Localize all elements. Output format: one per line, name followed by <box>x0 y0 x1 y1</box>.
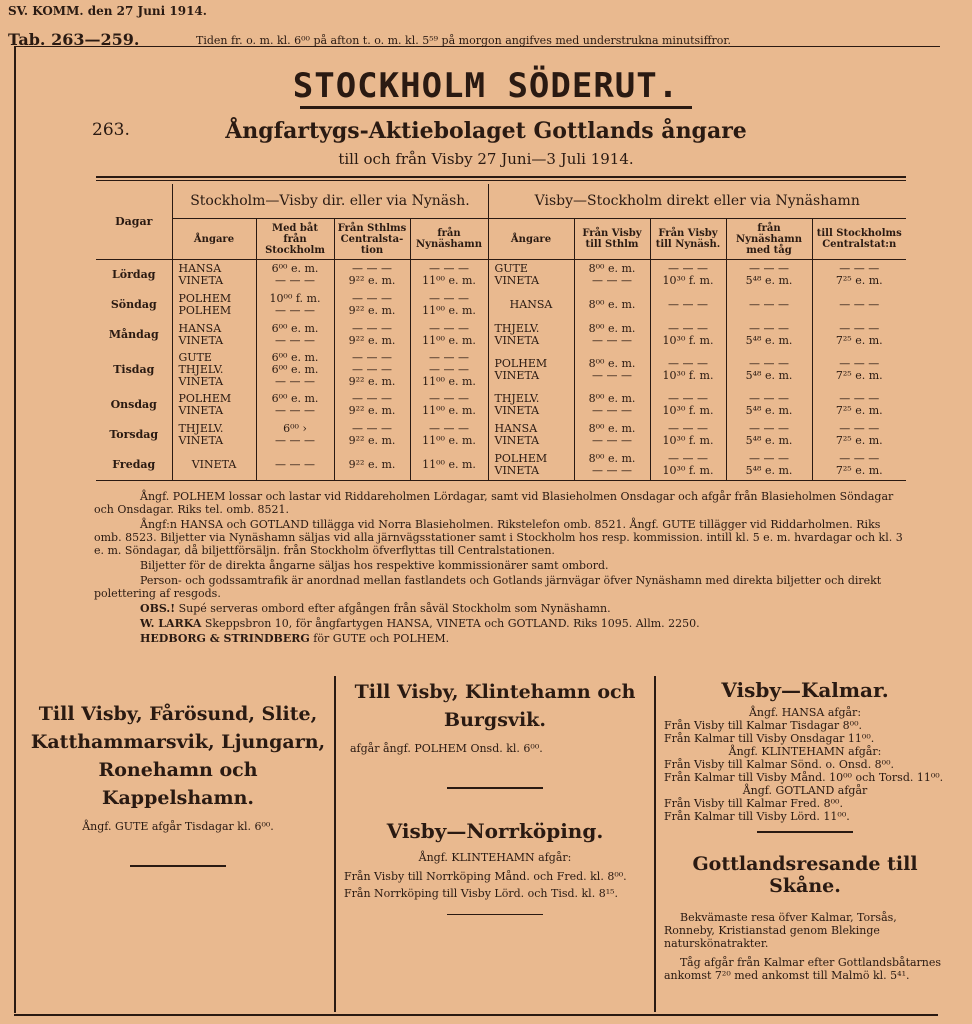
time-cell: — — — <box>650 290 726 320</box>
boat-cell: HANSA <box>488 290 574 320</box>
time-cell: — — — 10³⁰ f. m. <box>650 350 726 390</box>
time-cell: 8⁰⁰ e. m. — — — <box>574 390 650 420</box>
column-divider <box>334 676 336 1012</box>
time-cell: 8⁰⁰ e. m. — — — <box>574 420 650 450</box>
time-cell: — — — 7²⁵ e. m. <box>812 450 906 481</box>
col3-line: Från Visby till Kalmar Fred. 8⁰⁰. <box>664 797 843 810</box>
time-cell: 8⁰⁰ e. m. — — — <box>574 450 650 481</box>
boat-cell: THJELV. VINETA <box>488 320 574 350</box>
col2-line: Från Norrköping till Visby Lörd. och Tisd. kl. 8¹⁵. <box>344 886 619 900</box>
time-cell: — — — <box>726 290 812 320</box>
time-cell: — — — 7²⁵ e. m. <box>835 392 883 417</box>
note-text: Ångf. POLHEM lossar och lastar vid Riddareholmen Lördagar, samt vid Blasieholmen Onsdagar och afgår från Blasieholmen Söndagar och Onsdagar. Riks tel. omb. 8521. <box>94 490 894 516</box>
time-cell: 8⁰⁰ e. m. <box>574 290 650 320</box>
time-cell: — — — 9²² e. m. <box>334 260 410 291</box>
time-cell: — — — 10³⁰ f. m. <box>650 320 726 350</box>
col3-line: Från Kalmar till Visby Lörd. 11⁰⁰. <box>664 810 850 823</box>
time-cell: 6⁰⁰ e. m. 6⁰⁰ e. m. — — — <box>256 350 334 390</box>
table-row <box>96 450 906 481</box>
section-number: 263. <box>92 120 130 140</box>
time-cell: — — — 11⁰⁰ e. m. <box>410 390 488 420</box>
col2-title2: Visby—Norrköping. <box>386 818 604 843</box>
boat-cell: HANSA VINETA <box>172 320 256 350</box>
time-cell: — — — 11⁰⁰ e. m. <box>410 420 488 450</box>
note-label: HEDBORG & STRINDBERG <box>140 632 310 645</box>
time-cell: — — — <box>839 298 880 311</box>
col-header: från Nynäshamn med tåg <box>726 219 812 260</box>
col2-rule <box>447 914 543 916</box>
col-header: Ångare <box>172 219 256 260</box>
note-text: Biljetter för de direkta ångarne säljas hos respektive kommissionärer samt ombord. <box>140 559 609 572</box>
time-cell: — — — 5⁴⁸ e. m. <box>726 350 812 390</box>
time-cell: — — — 5⁴⁸ e. m. <box>726 450 812 481</box>
col3-para: Tåg afgår från Kalmar efter Gottlandsbåtarnes ankomst 7²⁰ med ankomst till Malmö kl. 5⁴¹. <box>664 955 942 982</box>
header-source: SV. KOMM. den 27 Juni 1914. <box>8 4 207 18</box>
table-row <box>96 350 906 390</box>
table-row <box>96 290 906 320</box>
table-top-rule <box>96 176 906 178</box>
time-cell: — — — 11⁰⁰ e. m. <box>410 260 488 291</box>
boat-cell: GUTE VINETA <box>488 260 574 291</box>
boat-cell: POLHEM VINETA <box>488 450 574 481</box>
boat-cell: GUTE THJELV. VINETA <box>172 350 256 390</box>
col-day: Dagar <box>96 184 172 260</box>
time-cell: — — — 11⁰⁰ e. m. <box>410 290 488 320</box>
col3-block <box>664 678 946 982</box>
time-cell: — — — 10³⁰ f. m. <box>650 260 726 291</box>
time-cell: — — — 9²² e. m. <box>334 320 410 350</box>
note-text: för GUTE och POLHEM. <box>313 632 450 645</box>
table-row <box>96 390 906 420</box>
time-cell: — — — 5⁴⁸ e. m. <box>726 260 812 291</box>
time-cell: — — — 5⁴⁸ e. m. <box>726 420 812 450</box>
time-cell: — — — 10³⁰ f. m. <box>650 450 726 481</box>
header-note: Tiden fr. o. m. kl. 6⁰⁰ på afton t. o. m. kl. 5⁵⁹ på morgon angifves med understrukna minutsiffror. <box>196 34 731 47</box>
col3-line: Från Kalmar till Visby Månd. 10⁰⁰ och Torsd. 11⁰⁰. <box>664 771 944 784</box>
boat-cell: HANSA VINETA <box>172 260 256 291</box>
day-cell: Fredag <box>96 450 172 481</box>
col-header: från Nynäshamn <box>410 219 488 260</box>
time-cell: 8⁰⁰ e. m. — — — <box>574 350 650 390</box>
table-row <box>96 260 906 291</box>
time-cell: — — — 9²² e. m. <box>334 420 410 450</box>
col3-title: Visby—Kalmar. <box>721 678 889 702</box>
col3-line: Från Visby till Kalmar Tisdagar 8⁰⁰. <box>664 719 862 732</box>
day-cell: Söndag <box>96 290 172 320</box>
company-title: Ångfartygs-Aktiebolaget Gottlands ångare <box>225 118 747 144</box>
boat-cell: POLHEM VINETA <box>172 390 256 420</box>
time-cell: 6⁰⁰ e. m. — — — <box>256 260 334 291</box>
boat-cell: THJELV. VINETA <box>172 420 256 450</box>
note-text: Skeppsbron 10, för ångfartygen HANSA, VINETA och GOTLAND. Riks 1095. Allm. 2250. <box>204 617 700 630</box>
time-cell: — — — 5⁴⁸ e. m. <box>726 320 812 350</box>
boat-cell: POLHEM VINETA <box>488 350 574 390</box>
time-cell: — — — 9²² e. m. <box>334 390 410 420</box>
day-cell: Lördag <box>96 260 172 291</box>
time-cell: — — — 11⁰⁰ e. m. <box>410 320 488 350</box>
time-cell: — — — 10³⁰ f. m. <box>650 420 726 450</box>
boat-cell: VINETA <box>172 450 256 481</box>
time-cell: — — — 5⁴⁸ e. m. <box>726 390 812 420</box>
col2-block <box>344 678 646 915</box>
time-cell: — — — 7²⁵ e. m. <box>835 262 883 287</box>
title-underline <box>300 106 692 109</box>
col3-sub: Ångf. HANSA afgår: <box>748 706 862 719</box>
col-header: Ångare <box>488 219 574 260</box>
boat-cell: THJELV. VINETA <box>488 390 574 420</box>
col2-line: Från Visby till Norrköping Månd. och Fred. kl. 8⁰⁰. <box>344 869 627 883</box>
col3-sub: Ångf. KLINTEHAMN afgår: <box>728 745 882 758</box>
time-cell: — — — 10³⁰ f. m. <box>650 390 726 420</box>
boat-cell: POLHEM POLHEM <box>172 290 256 320</box>
col-header: Från Visby till Nynäsh. <box>650 219 726 260</box>
col3-sub: Ångf. GOTLAND afgår <box>742 784 868 797</box>
time-cell: — — — 7²⁵ e. m. <box>835 357 883 382</box>
group-right-header: Visby—Stockholm direkt eller via Nynäshamn <box>488 184 906 219</box>
time-cell: — — — 9²² e. m. <box>334 290 410 320</box>
time-cell: — — — — — — 11⁰⁰ e. m. <box>410 350 488 390</box>
time-cell: 8⁰⁰ e. m. — — — <box>574 320 650 350</box>
column-divider <box>654 676 656 1012</box>
col2-rule <box>447 787 543 789</box>
table-row <box>96 420 906 450</box>
time-cell: 10⁰⁰ f. m. — — — <box>256 290 334 320</box>
timetable <box>96 184 906 481</box>
col-header: till Stockholms Centralstat:n <box>812 219 906 260</box>
col3-title2: Gottlandsresande till Skåne. <box>692 852 918 897</box>
boat-cell: HANSA VINETA <box>488 420 574 450</box>
note-text: Person- och godssamtrafik är anordnad mellan fastlandets och Gotlands järnvägar öfver Nynäshamn med direkta biljetter och direkt polettering af resgods. <box>94 574 882 600</box>
col-header: Från Visby till Sthlm <box>574 219 650 260</box>
col1-block <box>30 700 326 867</box>
time-cell: — — — — — — 9²² e. m. <box>334 350 410 390</box>
col3-rule <box>757 831 853 833</box>
notes-block <box>94 490 906 647</box>
group-left-header: Stockholm—Visby dir. eller via Nynäsh. <box>172 184 488 219</box>
time-cell: 6⁰⁰ e. m. — — — <box>256 390 334 420</box>
time-cell: 6⁰⁰ e. m. — — — <box>256 320 334 350</box>
time-cell: 8⁰⁰ e. m. — — — <box>574 260 650 291</box>
col3-line: Från Kalmar till Visby Onsdagar 11⁰⁰. <box>664 732 875 745</box>
time-cell: — — — <box>256 450 334 481</box>
col-header: Från Sthlms Centralsta-tion <box>334 219 410 260</box>
day-cell: Torsdag <box>96 420 172 450</box>
time-cell: — — — 7²⁵ e. m. <box>835 322 883 347</box>
time-cell: 9²² e. m. <box>334 450 410 481</box>
page-title: STOCKHOLM SÖDERUT. <box>292 66 680 106</box>
time-cell: 11⁰⁰ e. m. <box>410 450 488 481</box>
col2-sub: Ångf. KLINTEHAMN afgår: <box>418 850 572 864</box>
col3-para: Bekvämaste resa öfver Kalmar, Torsås, Ronneby, Kristianstad genom Blekinge naturskönatrakter. <box>664 910 897 950</box>
col1-title: Till Visby, Fårösund, Slite, Katthammarsvik, Ljungarn, Ronehamn och Kappelshamn. <box>30 703 326 809</box>
table-number: Tab. 263—259. <box>8 30 140 49</box>
col3-line: Från Visby till Kalmar Sönd. o. Onsd. 8⁰⁰. <box>664 758 895 771</box>
col1-text: Ångf. GUTE afgår Tisdagar kl. 6⁰⁰. <box>82 820 274 833</box>
note-text: Ångf:n HANSA och GOTLAND tillägga vid Norra Blasieholmen. Rikstelefon omb. 8521. Ångf. GUTE tillägger vid Riddarholmen. Riks omb. 8523. Biljetter via Nynäshamn säljas vid alla järnvägsstationer samt i Stockholm hos resp. kommission. intill kl. 5 e. m. hvardagar och kl. 3 e. m. Söndagar, då biljettförsäljn. från Stockholm öfverflyttas till Centralstationen. <box>94 518 903 557</box>
time-cell: 6⁰⁰ › — — — <box>256 420 334 450</box>
day-cell: Tisdag <box>96 350 172 390</box>
period-subtitle: till och från Visby 27 Juni—3 Juli 1914. <box>338 150 634 168</box>
time-cell: — — — 7²⁵ e. m. <box>835 422 883 447</box>
col1-rule <box>130 865 226 867</box>
col-header: Med båt från Stockholm <box>256 219 334 260</box>
note-text: Supé serveras ombord efter afgången från såväl Stockholm som Nynäshamn. <box>178 602 611 615</box>
col2-title: Till Visby, Klintehamn och Burgsvik. <box>354 681 636 731</box>
col2-text: afgår ångf. POLHEM Onsd. kl. 6⁰⁰. <box>350 742 543 755</box>
bottom-rule <box>14 1014 938 1016</box>
day-cell: Onsdag <box>96 390 172 420</box>
day-cell: Måndag <box>96 320 172 350</box>
note-label: W. LARKA <box>140 617 202 630</box>
note-label: OBS.! <box>140 602 176 615</box>
table-row <box>96 320 906 350</box>
table-top-rule-thin <box>96 180 906 181</box>
